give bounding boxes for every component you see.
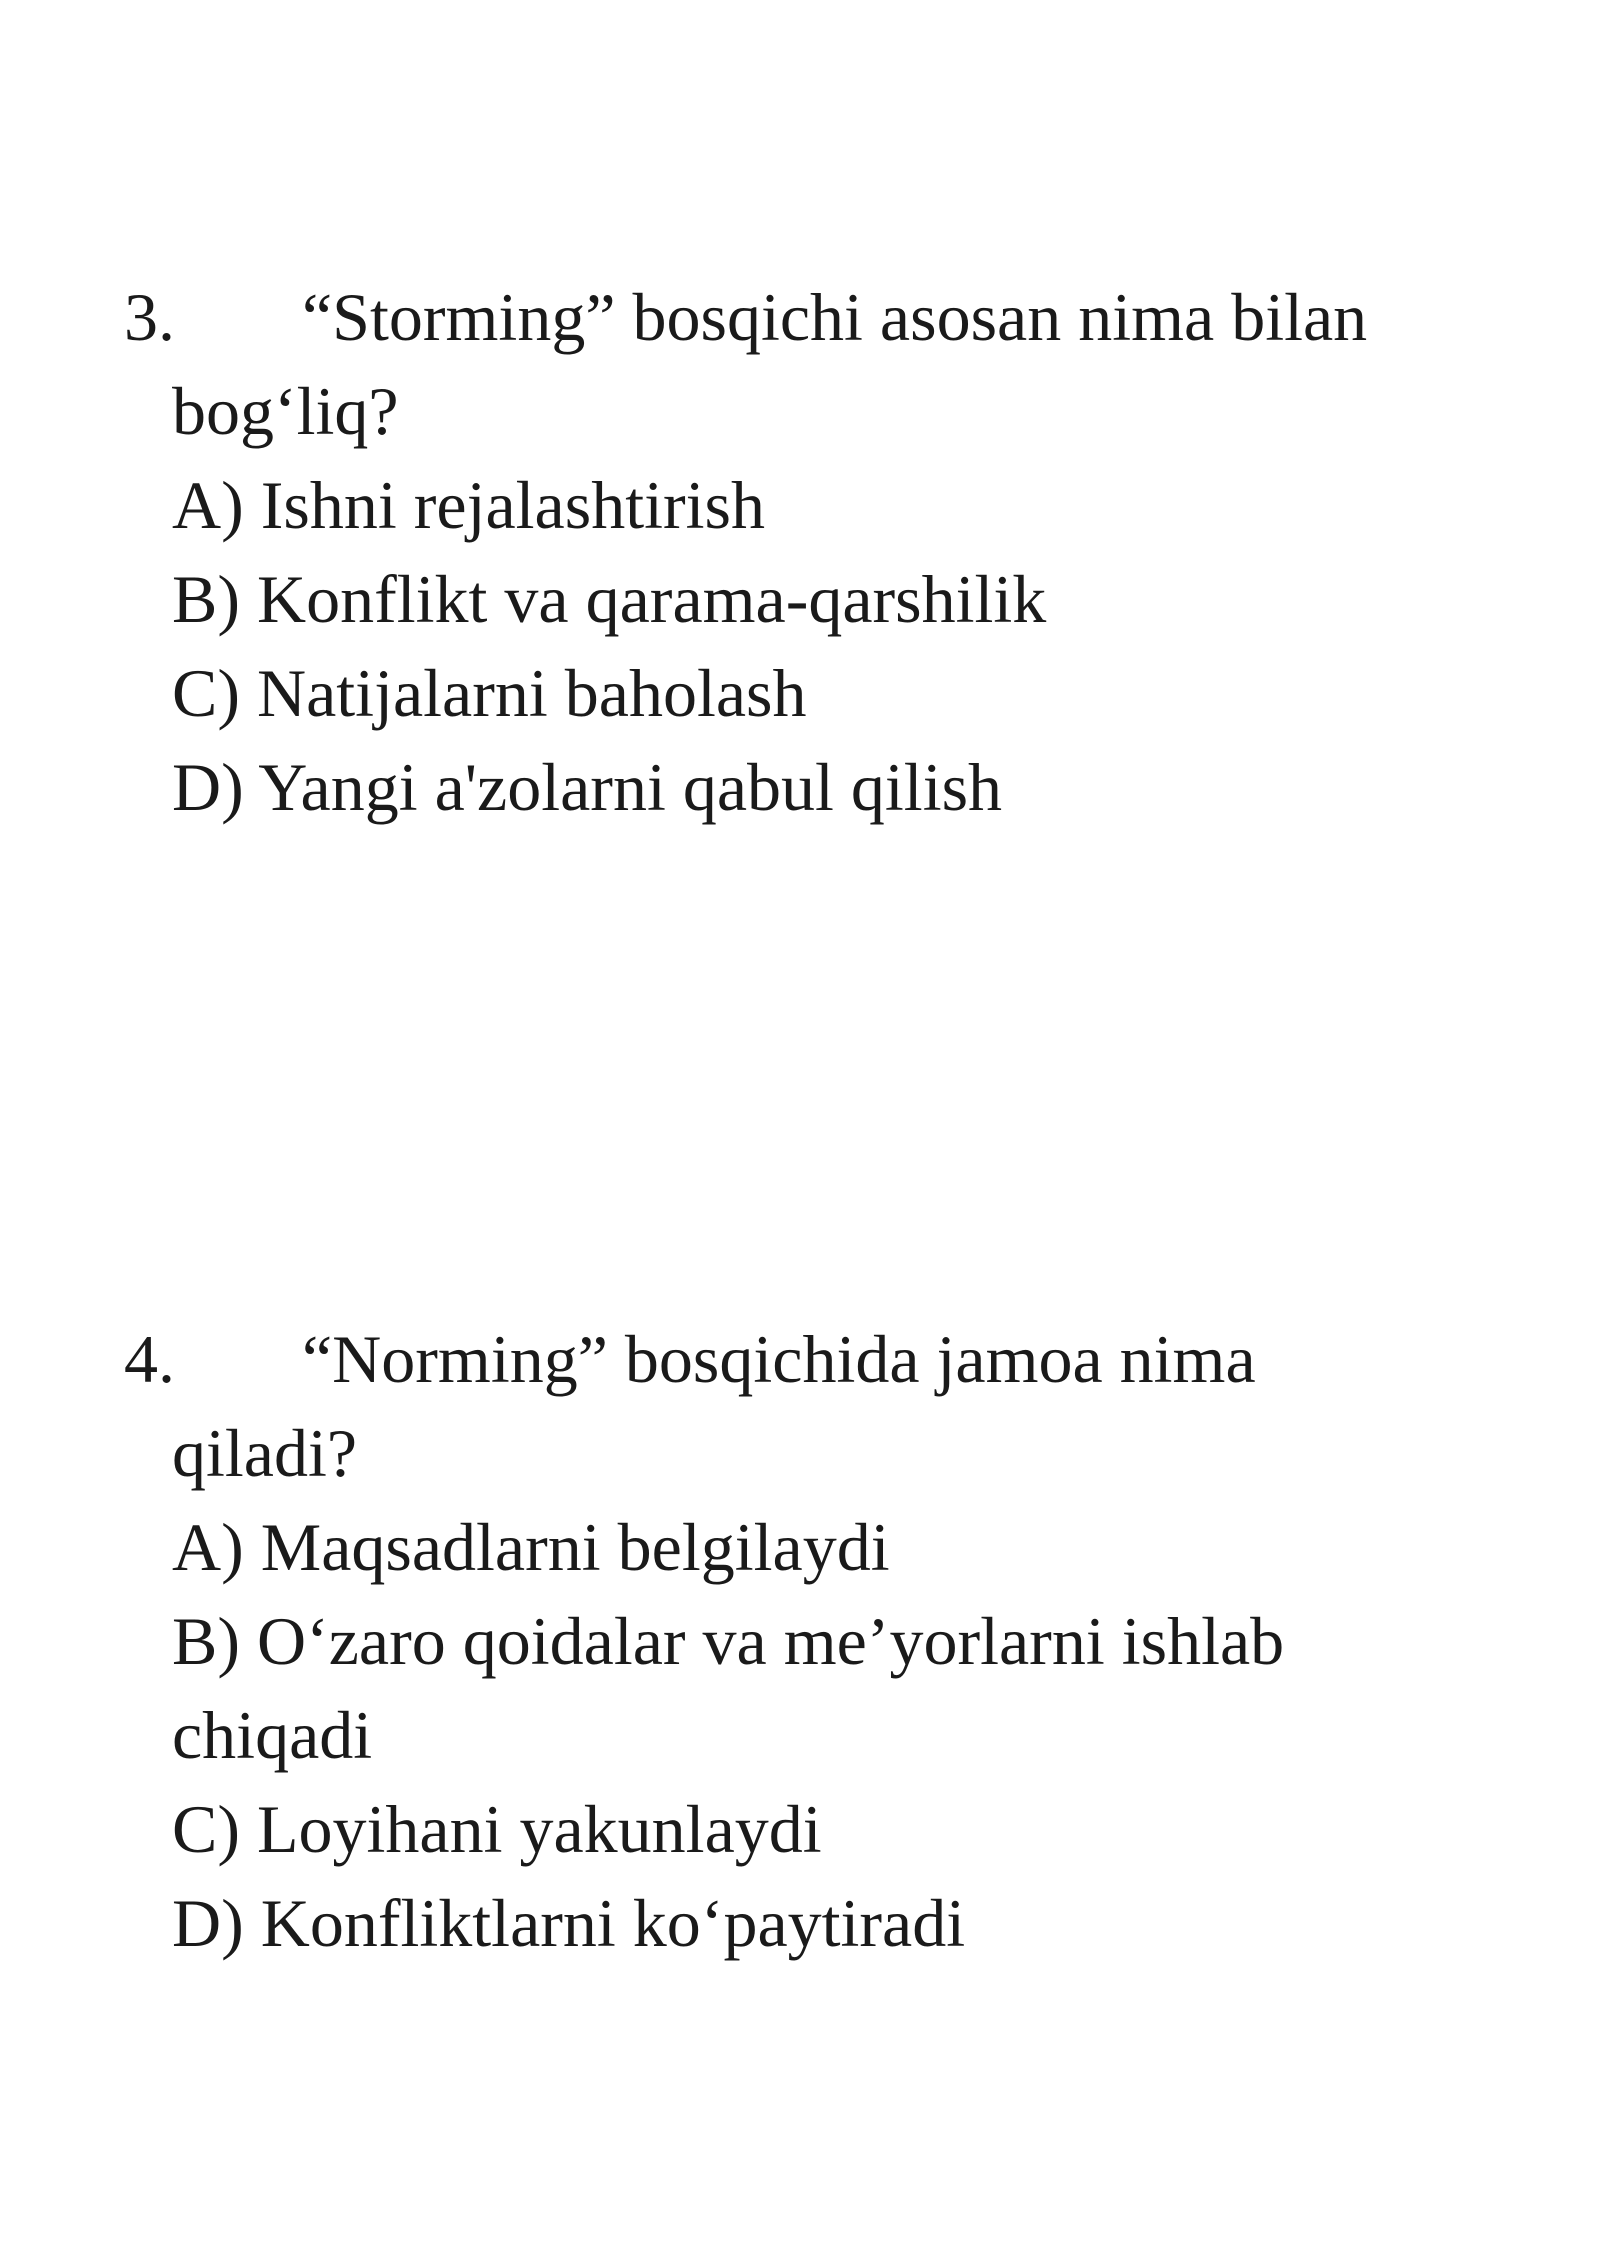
option-a: A) Ishni rejalashtirish	[172, 467, 765, 543]
question-text-continued: bog‘liq?	[172, 373, 399, 449]
option-d: D) Konfliktlarni ko‘paytiradi	[172, 1885, 966, 1961]
question-text: “Norming” bosqichida jamoa nima	[302, 1321, 1256, 1397]
option-d: D) Yangi a'zolarni qabul qilish	[172, 749, 1003, 825]
question-text: “Storming” bosqichi asosan nima bilan	[302, 279, 1368, 355]
option-c: C) Natijalarni baholash	[172, 655, 807, 731]
option-c: C) Loyihani yakunlaydi	[172, 1791, 822, 1867]
question-number: 3.	[124, 279, 175, 355]
question-text-continued: qiladi?	[172, 1415, 358, 1491]
option-b: B) Konflikt va qarama-qarshilik	[172, 561, 1047, 637]
option-b-continued: chiqadi	[172, 1697, 373, 1773]
option-a: A) Maqsadlarni belgilaydi	[172, 1509, 890, 1585]
option-b: B) O‘zaro qoidalar va me’yorlarni ishlab	[172, 1603, 1285, 1679]
question-number: 4.	[124, 1321, 175, 1397]
